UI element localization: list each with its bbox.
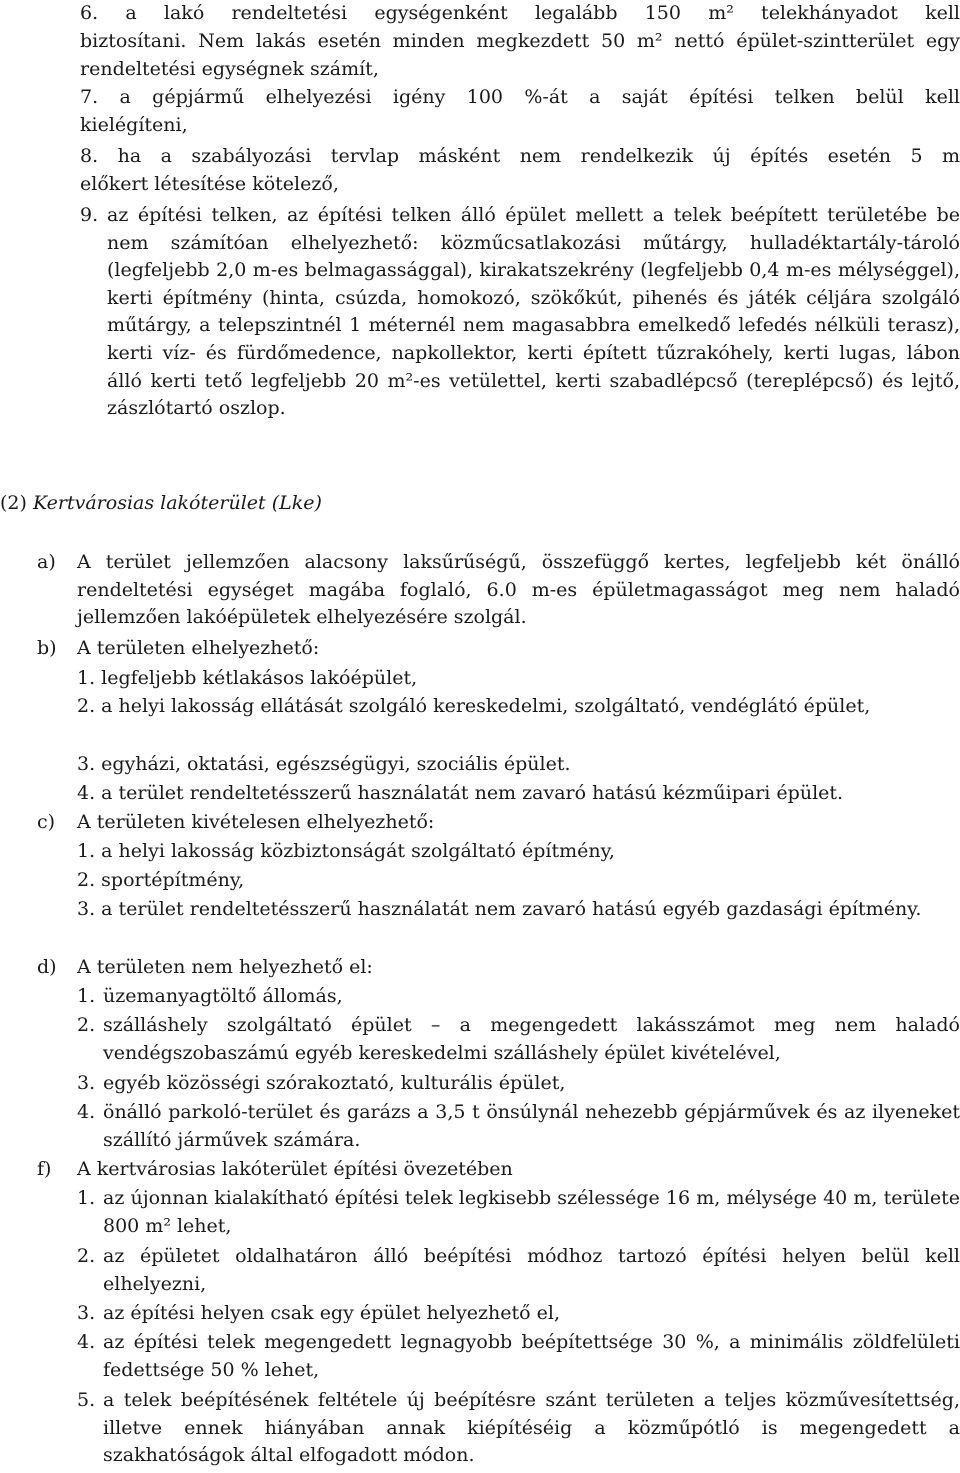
para-f-text: A kertvárosias lakóterület építési övezetében — [77, 1158, 513, 1180]
para-d-text: A területen nem helyezhető el: — [77, 956, 373, 978]
d-item-4-num: 4. — [77, 1101, 96, 1123]
section-title: Kertvárosias lakóterület (Lke) — [32, 492, 322, 514]
b-item-2: 2. a helyi lakosság ellátását szolgáló kereskedelmi, szolgáltató, vendéglátó épület, — [77, 695, 871, 717]
d-item-1-num: 1. — [77, 985, 96, 1007]
item-8-line1: 8. ha a szabályozási tervlap másként nem rendelkezik új építés esetén 5 m — [80, 145, 960, 167]
d-item-3-text: egyéb közösségi szórakoztató, kulturális épület, — [103, 1072, 566, 1094]
item-9-marker: 9. — [80, 204, 99, 226]
f-item-2-text: az épületet oldalhatáron álló beépítési módhoz tartozó építési helyen belül kell elhelyezni, — [103, 1245, 960, 1295]
c-item-3: 3. a terület rendeltetésszerű használatát nem zavaró hatású egyéb gazdasági építmény. — [77, 898, 922, 920]
para-a-label: a) — [37, 551, 56, 573]
para-a-text: A terület jellemzően alacsony laksűrűségű, összefüggő kertes, legfeljebb két önálló rendeltetési egységet magába foglaló, 6.0 m-es épületmagasságot meg nem haladó jellemzően lakóépületek elhelyezésére szolgál. — [77, 551, 960, 629]
para-b-label: b) — [37, 637, 57, 659]
f-item-4-num: 4. — [77, 1331, 96, 1353]
f-item-2-num: 2. — [77, 1245, 96, 1267]
para-b-text: A területen elhelyezhető: — [77, 637, 320, 659]
c-item-2: 2. sportépítmény, — [77, 869, 245, 891]
f-item-3-text: az építési helyen csak egy épület helyezhető el, — [103, 1302, 561, 1324]
d-item-3-num: 3. — [77, 1072, 96, 1094]
d-item-2-text: szálláshely szolgáltató épület – a megengedett lakásszámot meg nem haladó vendégszobaszámú egyéb kereskedelmi szálláshely épület kivételével, — [103, 1014, 960, 1064]
f-item-4-text: az építési telek megengedett legnagyobb beépítettsége 30 %, a minimális zöldfelületi fedettsége 50 % lehet, — [103, 1331, 960, 1381]
c-item-1: 1. a helyi lakosság közbiztonságát szolgáltató építmény, — [77, 840, 615, 862]
item-8-rest: előkert létesítése kötelező, — [80, 173, 339, 195]
d-item-2-num: 2. — [77, 1014, 96, 1036]
b-item-1: 1. legfeljebb kétlakásos lakóépület, — [77, 667, 418, 689]
para-c-text: A területen kivételesen elhelyezhető: — [77, 811, 435, 833]
section-number: (2) — [0, 492, 27, 514]
f-item-5-num: 5. — [77, 1389, 96, 1411]
f-item-3-num: 3. — [77, 1302, 96, 1324]
para-c-label: c) — [37, 811, 56, 833]
f-item-1-text: az újonnan kialakítható építési telek legkisebb szélessége 16 m, mélysége 40 m, területe 800 m² lehet, — [103, 1187, 960, 1237]
b-item-3: 3. egyházi, oktatási, egészségügyi, szociális épület. — [77, 753, 571, 775]
item-6-rest: biztosítani. Nem lakás esetén minden megkezdett 50 m² nettó épület-szintterület egy rendeltetési egységnek számít, — [80, 30, 960, 80]
item-7-line1: 7. a gépjármű elhelyezési igény 100 %-át a saját építési telken belül kell — [80, 86, 960, 108]
f-item-5-text: a telek beépítésének feltétele új beépítésre szánt területen a teljes közművesítettség, illetve ennek hiányában annak kiépítéséig a közműpótló is megengedett a szakhatóságok által elfogadott módon. — [103, 1389, 960, 1467]
para-f-label: f) — [37, 1158, 52, 1180]
item-9-text: az építési telken, az építési telken álló épület mellett a telek beépített területébe be nem számítóan elhelyezhető: közműcsatlakozási műtárgy, hulladéktartály-tároló (legfeljebb 2,0 m-es belmagassággal), kirakatszekrény (legfeljebb 0,4 m-es mélységgel), kerti építmény (hinta, csúzda, homokozó, szökőkút, pihenés és játék céljára szolgáló műtárgy, a telepszintnél 1 méternél nem magasabbra emelkedő lefedés nélküli terasz), kerti víz- és fürdőmedence, napkollektor, kerti épített tűzrakóhely, kerti lugas, lábon álló kerti tető legfeljebb 20 m²-es vetülettel, kerti szabadlépcső (tereplépcső) és lejtő, zászlótartó oszlop. — [107, 204, 960, 420]
d-item-4-text: önálló parkoló-terület és garázs a 3,5 t önsúlynál nehezebb gépjárművek és az ilyeneket szállító járművek számára. — [103, 1101, 960, 1151]
b-item-4: 4. a terület rendeltetésszerű használatát nem zavaró hatású kézműipari épület. — [77, 782, 844, 804]
section-heading — [0, 490, 322, 518]
para-d-label: d) — [37, 956, 57, 978]
item-6-line1: 6. a lakó rendeltetési egységenként legalább 150 m² telekhányadot kell — [80, 2, 960, 24]
f-item-1-num: 1. — [77, 1187, 96, 1209]
item-7-rest: kielégíteni, — [80, 114, 188, 136]
d-item-1-text: üzemanyagtöltő állomás, — [103, 985, 343, 1007]
